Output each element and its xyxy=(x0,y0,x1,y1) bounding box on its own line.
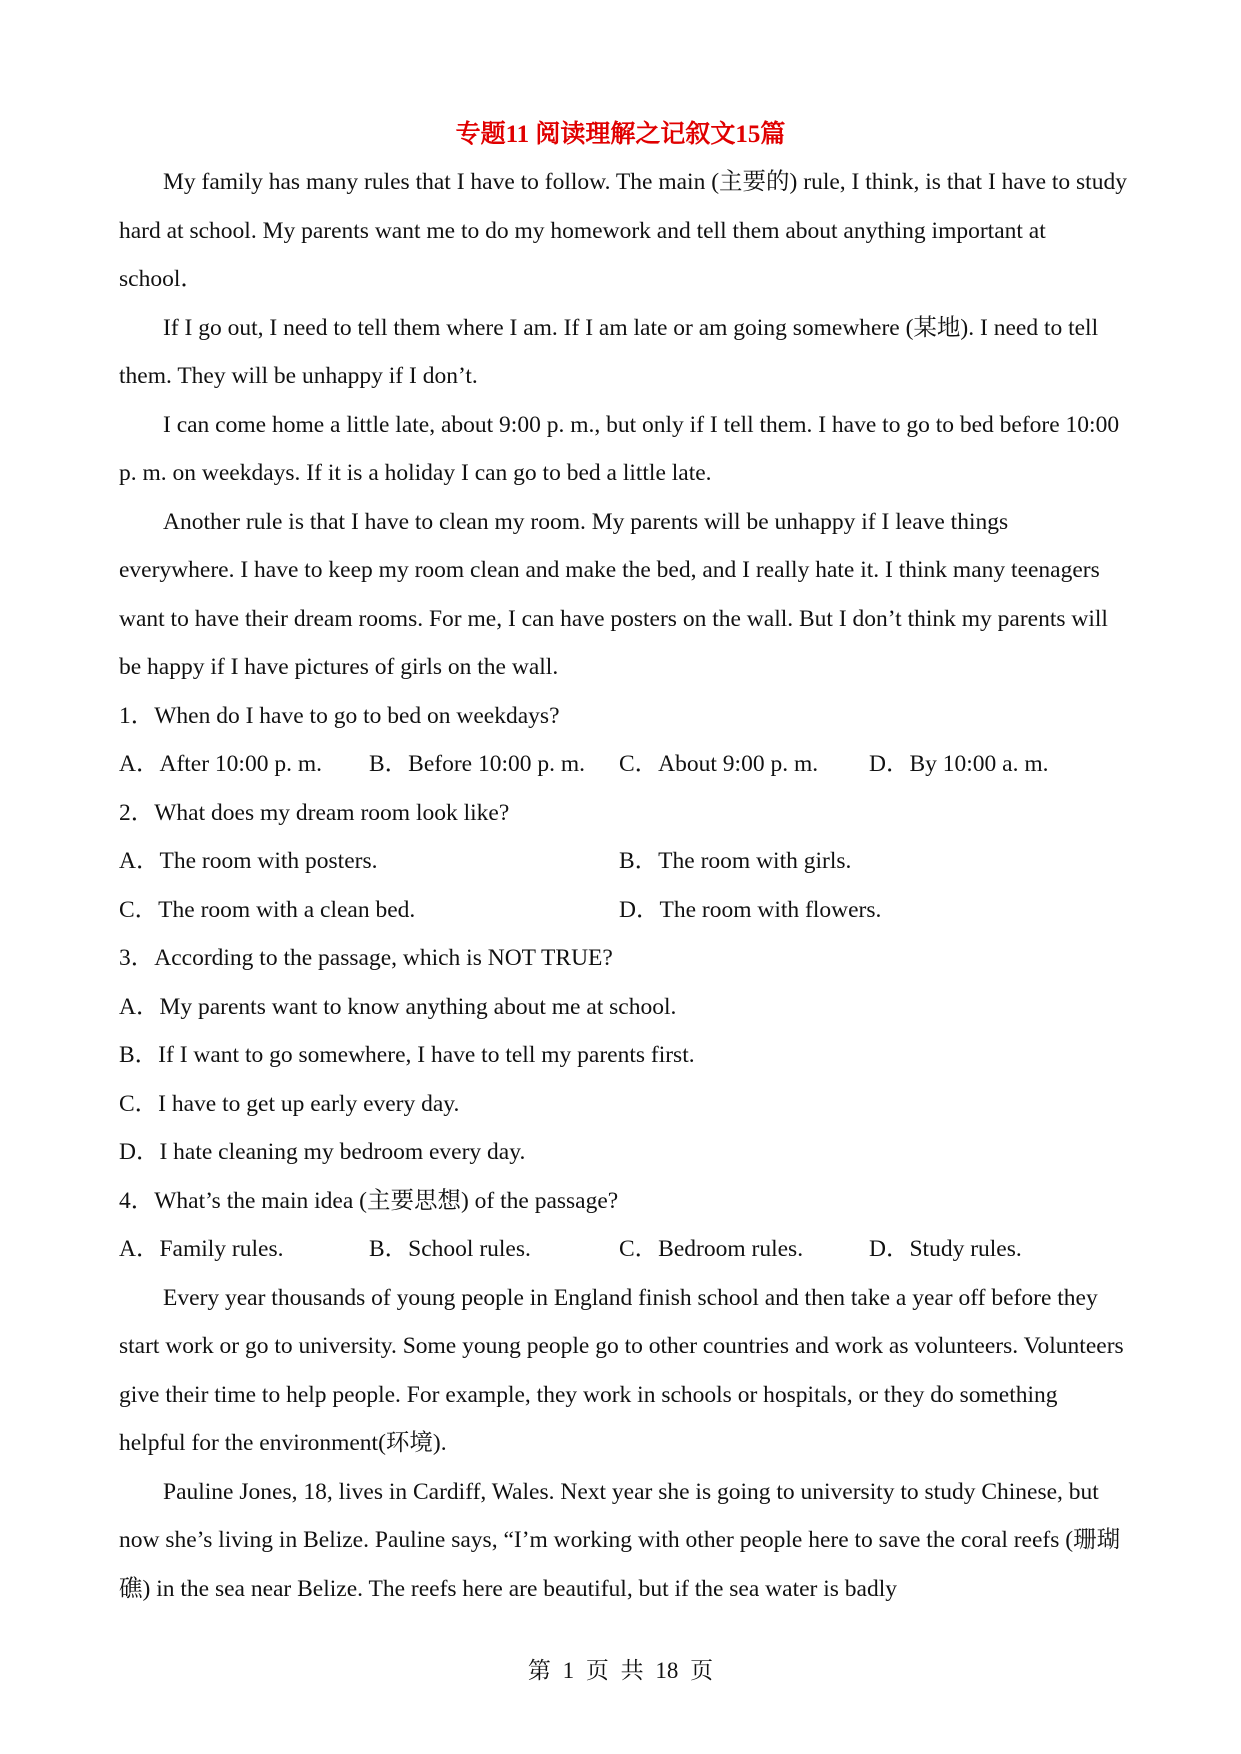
answer-option-b: B．The room with girls. xyxy=(619,848,852,874)
answer-option-a: A．Family rules. xyxy=(119,1236,284,1262)
passage-paragraph: Every year thousands of young people in England finish school and then take a year off before they start work or go to university. Some young people go to other countries and work as volunteers. Volunteers give their time to help people. For example, they work in schools or hospitals, or they do something helpful for the environment(环境). xyxy=(119,1284,1124,1456)
answer-option-d: D．I hate cleaning my bedroom every day. xyxy=(119,1139,526,1165)
answer-option-b: B．School rules. xyxy=(369,1236,531,1262)
answer-option-c: C．Bedroom rules. xyxy=(619,1236,804,1262)
answer-option-a: A．The room with posters. xyxy=(119,848,378,874)
question-stem: 4．What’s the main idea (主要思想) of the passage? xyxy=(119,1187,619,1214)
answer-options xyxy=(119,1225,1129,1274)
answer-options xyxy=(119,886,1129,935)
document-title: 专题11 阅读理解之记叙文15篇 xyxy=(455,121,786,148)
answer-options xyxy=(119,740,1129,789)
answer-options xyxy=(119,837,1129,886)
page-footer: 第 1 页 共 18 页 xyxy=(527,1658,714,1683)
answer-option-a: A．My parents want to know anything about me at school. xyxy=(119,993,677,1020)
passage-paragraph: I can come home a little late, about 9:00 p. m., but only if I tell them. I have to go to bed before 10:00 p. m. on weekdays. If it is a holiday I can go to bed a little late. xyxy=(119,411,1120,486)
answer-option-c: C．The room with a clean bed. xyxy=(119,896,416,923)
answer-option-c: C．I have to get up early every day. xyxy=(119,1090,460,1117)
answer-option-c: C．About 9:00 p. m. xyxy=(619,751,819,777)
answer-option-d: D．By 10:00 a. m. xyxy=(869,751,1049,777)
question-stem: 2．What does my dream room look like? xyxy=(119,799,510,826)
question-stem: 1．When do I have to go to bed on weekdays? xyxy=(119,702,560,729)
passage-paragraph: My family has many rules that I have to follow. The main (主要的) rule, I think, is that I have to study hard at school. My parents want me to do my homework and tell them about anything important at school． xyxy=(119,169,1127,292)
answer-option-b: B．Before 10:00 p. m. xyxy=(369,751,586,777)
document-body xyxy=(119,158,1129,1613)
answer-option-d: D．The room with flowers. xyxy=(619,896,882,923)
passage-paragraph: If I go out, I need to tell them where I am. If I am late or am going somewhere (某地). I need to tell them. They will be unhappy if I don’t. xyxy=(119,314,1099,389)
answer-option-d: D．Study rules. xyxy=(869,1236,1022,1262)
passage-paragraph: Another rule is that I have to clean my room. My parents will be unhappy if I leave things everywhere. I have to keep my room clean and make the bed, and I really hate it. I think many teenagers want to have their dream rooms. For me, I can have posters on the wall. But I don’t think my parents will be happy if I have pictures of girls on the wall. xyxy=(119,508,1108,680)
question-stem: 3．According to the passage, which is NOT TRUE? xyxy=(119,945,613,971)
passage-paragraph: Pauline Jones, 18, lives in Cardiff, Wales. Next year she is going to university to study Chinese, but now she’s living in Belize. Pauline says, “I’m working with other people here to save the coral reefs (珊瑚礁) in the sea near Belize. The reefs here are beautiful, but if the sea water is badly xyxy=(119,1478,1121,1602)
answer-option-b: B．If I want to go somewhere, I have to tell my parents first. xyxy=(119,1042,695,1068)
answer-option-a: A．After 10:00 p. m. xyxy=(119,751,322,777)
